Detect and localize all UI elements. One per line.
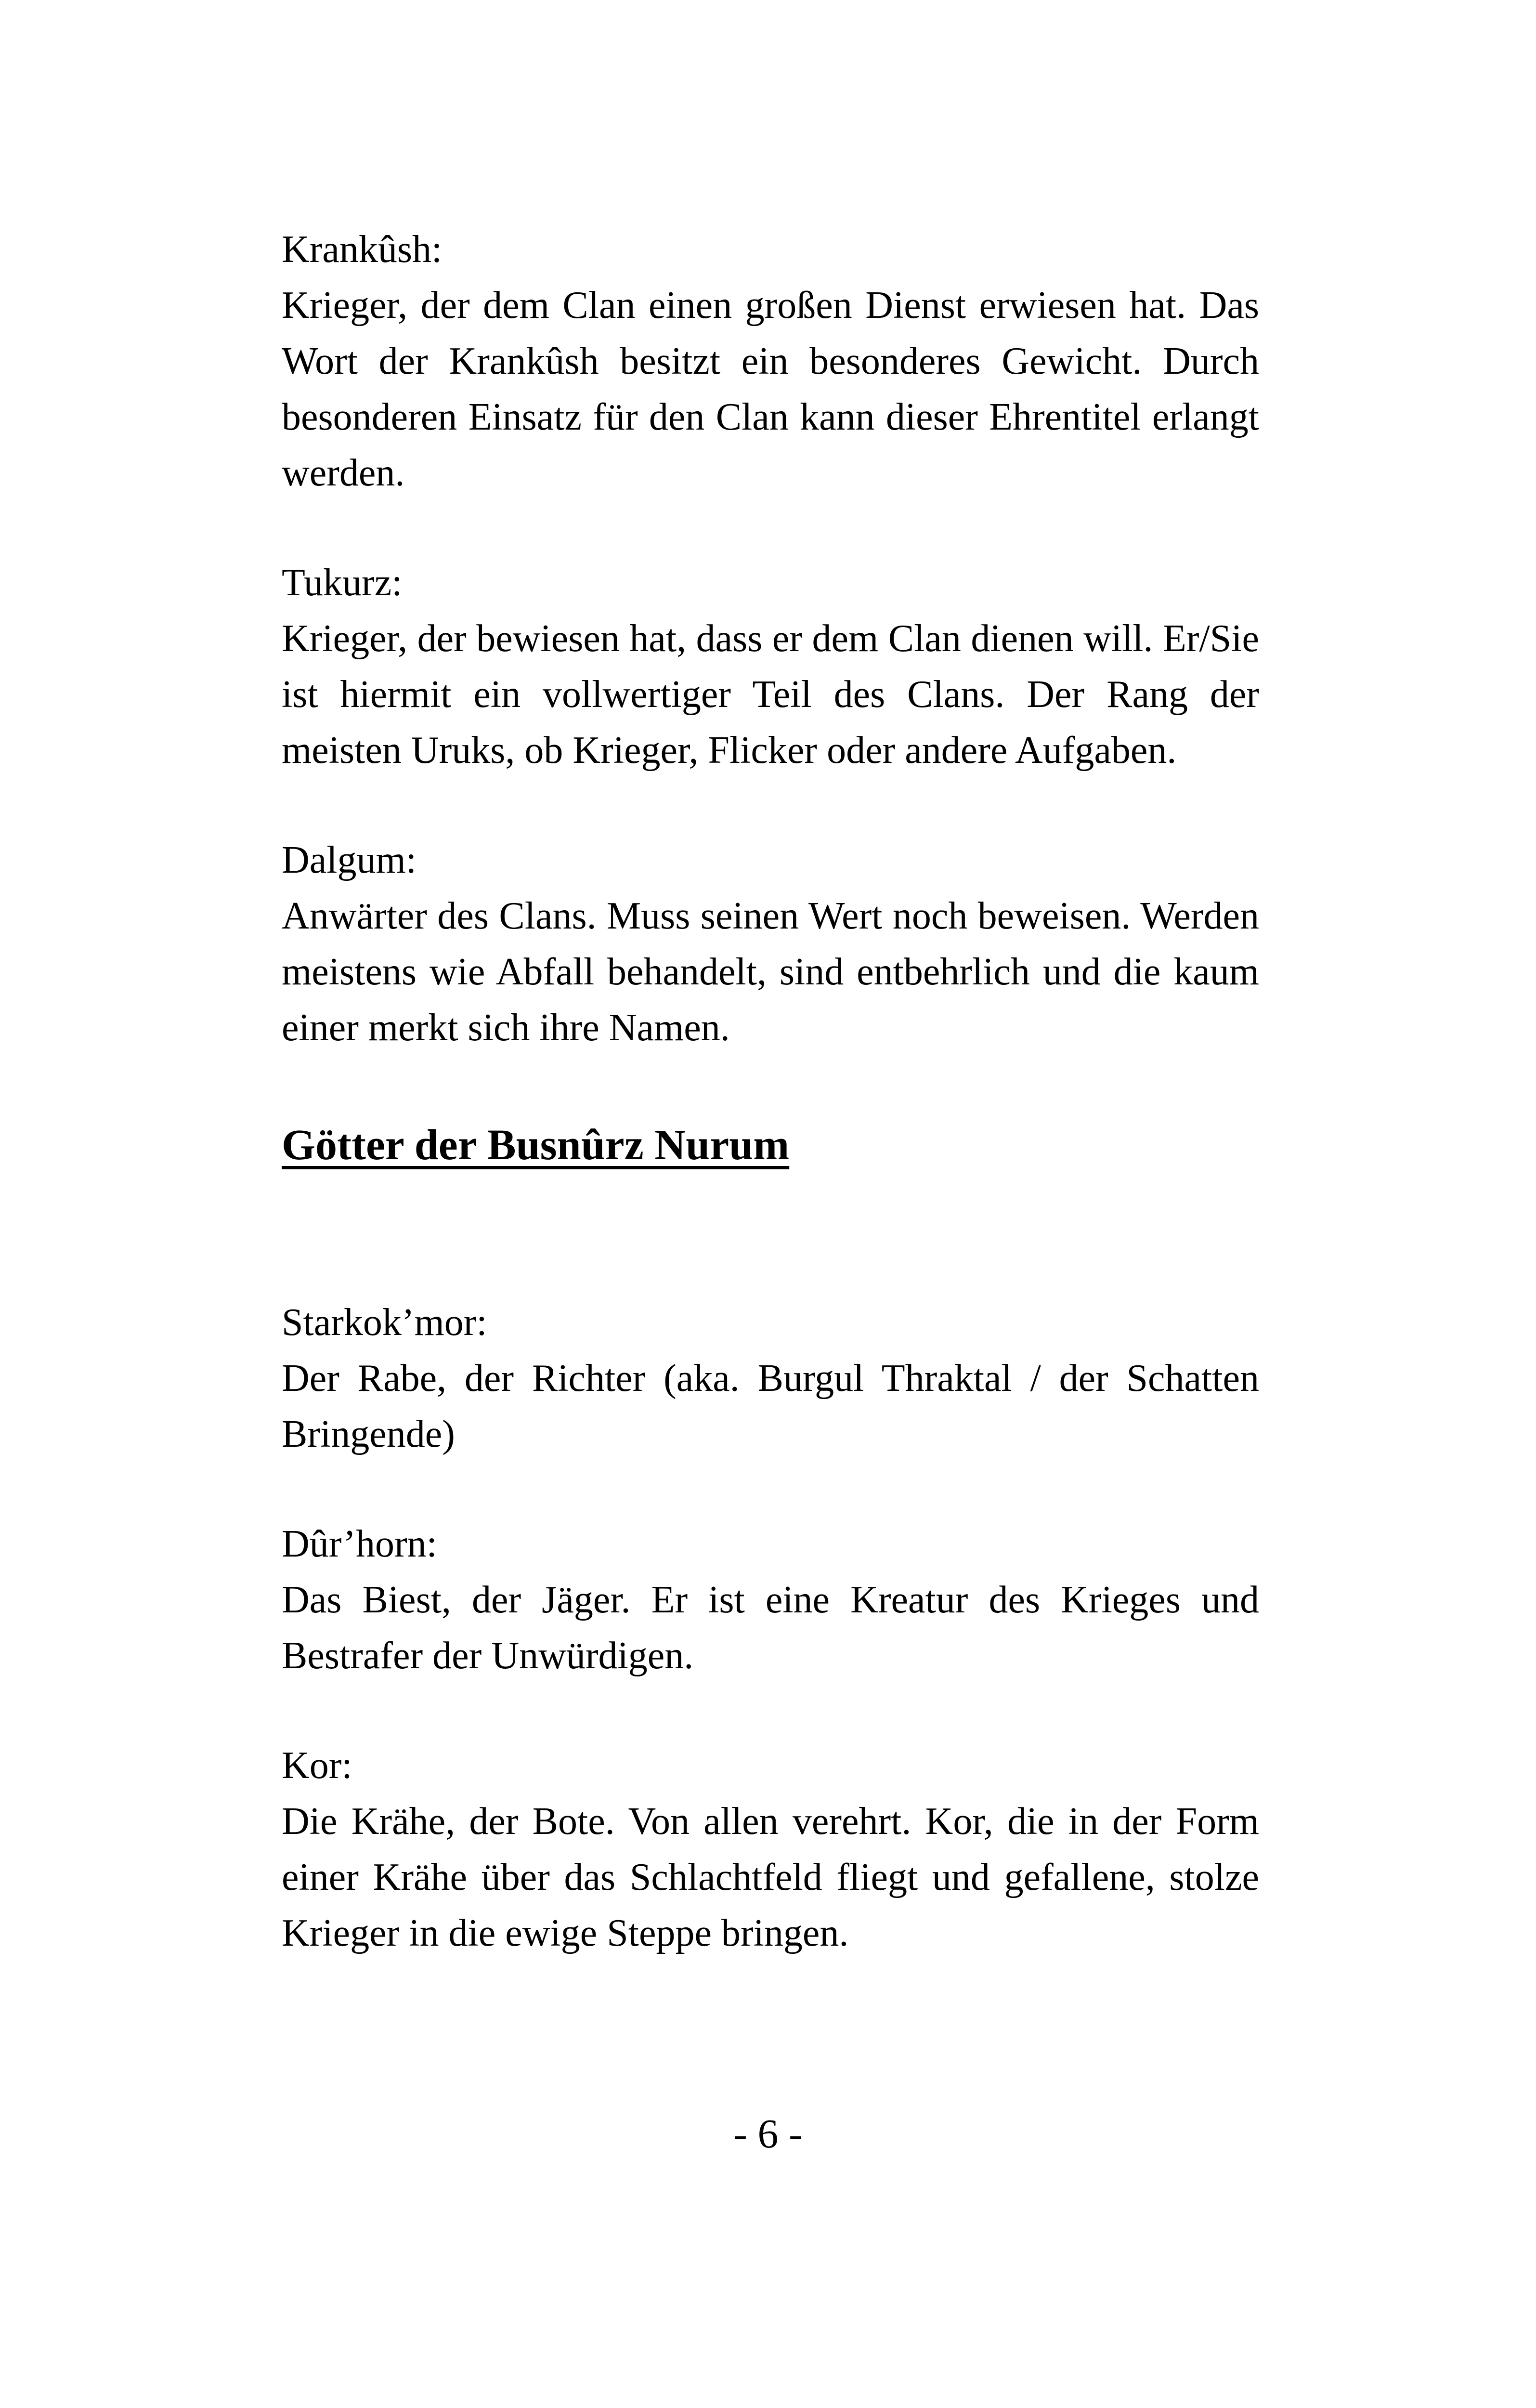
god-definition: Die Krähe, der Bote. Von allen verehrt. Kor, die in der Form einer Krähe über das Schlachtfeld fliegt und gefallene, stolze Krieger in die ewige Steppe bringen. <box>282 1800 1259 1954</box>
god-term: Kor: <box>282 1744 352 1787</box>
god-entry-starkokmor <box>282 1295 1259 1462</box>
rank-definition: Krieger, der dem Clan einen großen Dienst erwiesen hat. Das Wort der Krankûsh besitzt ein besonderes Gewicht. Durch besonderen Einsatz für den Clan kann dieser Ehrentitel erlangt werden. <box>282 284 1259 494</box>
section-heading: Götter der Busnûrz Nurum <box>282 1121 790 1169</box>
rank-definition: Krieger, der bewiesen hat, dass er dem Clan dienen will. Er/​Sie ist hiermit ein vollwertiger Teil des Clans. Der Rang der meisten Uruks, ob Krieger, Flicker oder andere Aufgaben. <box>282 617 1259 772</box>
god-definition: Das Biest, der Jäger. Er ist eine Kreatur des Krieges und Bestrafer der Unwürdigen. <box>282 1579 1259 1677</box>
god-term: Dûr’horn: <box>282 1523 437 1565</box>
rank-term: Tukurz: <box>282 562 403 604</box>
rank-entry-dalgum <box>282 832 1259 1056</box>
rank-entry-krankush <box>282 222 1259 501</box>
god-entry-kor <box>282 1738 1259 1961</box>
god-term: Starkok’mor: <box>282 1301 487 1344</box>
god-entry-durhorn <box>282 1516 1259 1684</box>
rank-entry-tukurz <box>282 555 1259 778</box>
god-definition: Der Rabe, der Richter (aka. Burgul Thraktal / der Schatten Bringende) <box>282 1357 1259 1455</box>
rank-definition: Anwärter des Clans. Muss seinen Wert noch beweisen. Werden meistens wie Abfall behandelt, sind entbehrlich und die kaum einer merkt sich ihre Namen. <box>282 895 1259 1049</box>
rank-term: Krankûsh: <box>282 228 443 271</box>
page-number: - 6 - <box>733 2110 803 2157</box>
rank-term: Dalgum: <box>282 839 417 881</box>
